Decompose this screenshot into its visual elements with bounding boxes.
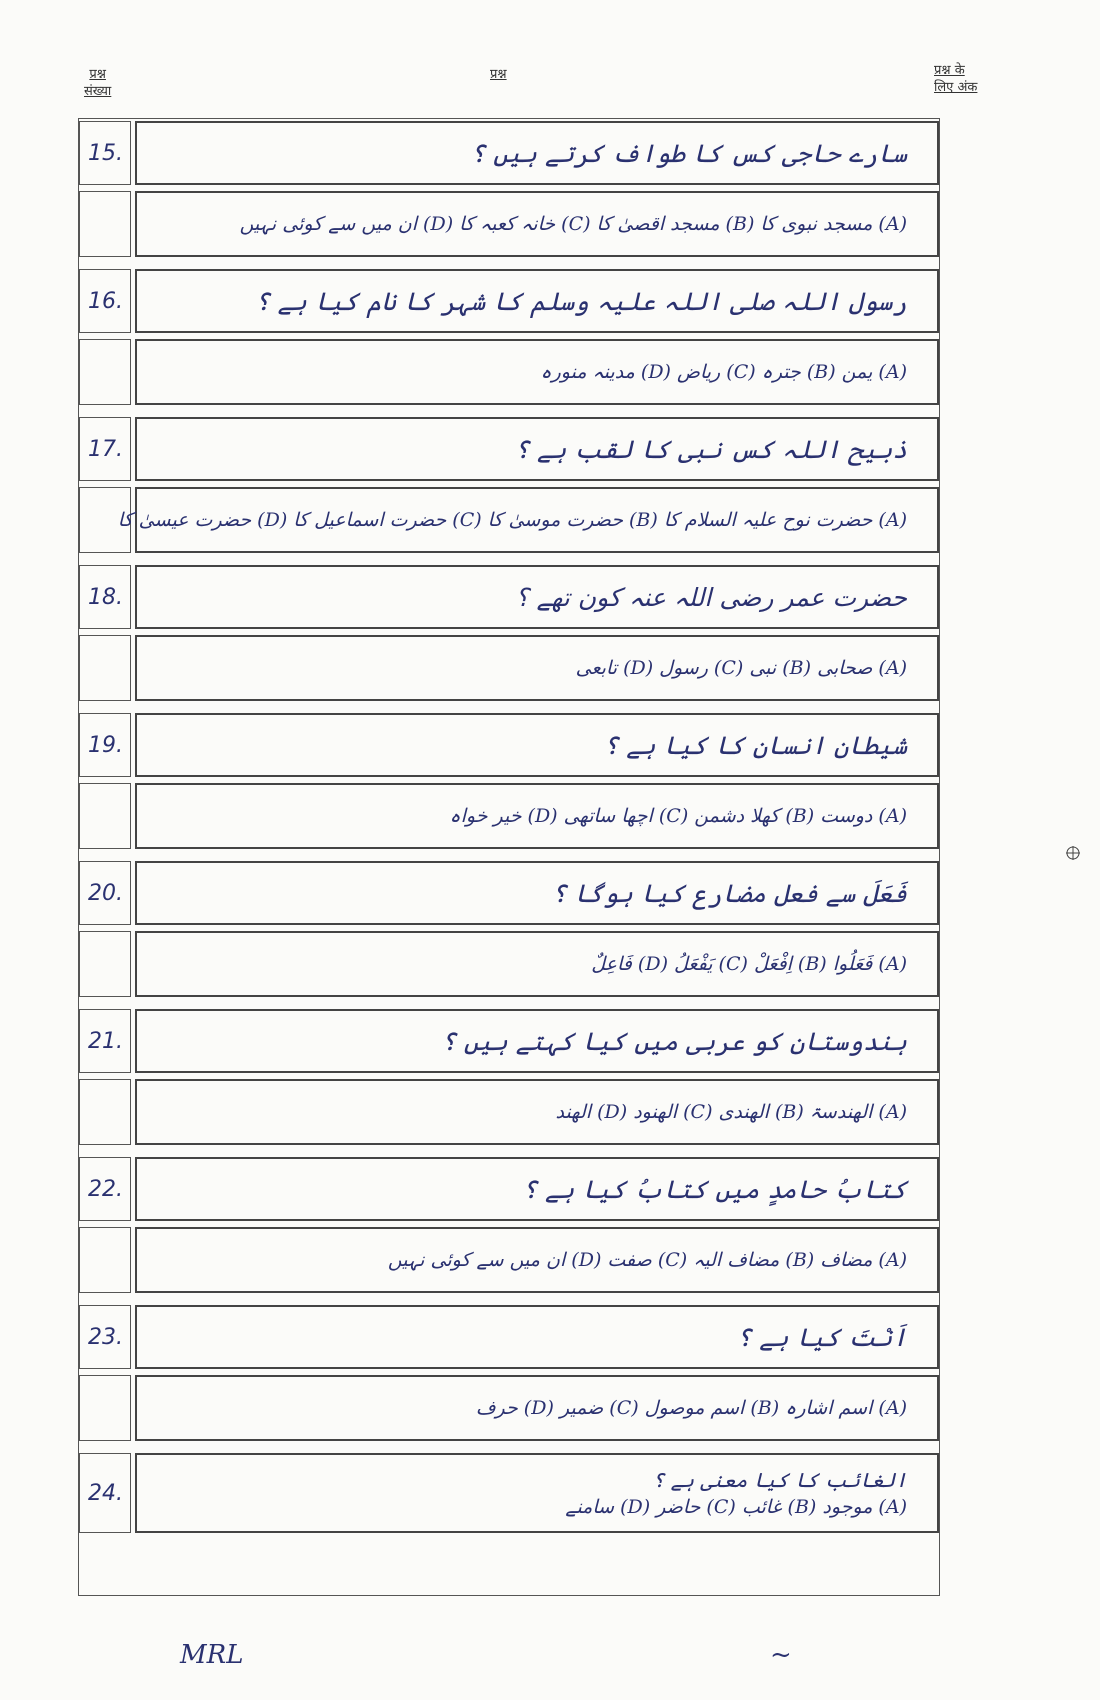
options-cell [135, 931, 939, 997]
question-row [79, 417, 939, 481]
registration-mark-icon [1066, 846, 1080, 860]
question-text: فَعَلَ سے فعل مضارع کیا ہوگا ؟ [551, 878, 907, 908]
options-cell [135, 1079, 939, 1145]
question-number: 20. [79, 861, 131, 925]
question-row [79, 565, 939, 629]
options-cell [135, 635, 939, 701]
header-marks-label: प्रश्न के [934, 63, 965, 78]
options-number-cell [79, 635, 131, 701]
options-row [79, 1375, 939, 1441]
options-number-cell [79, 1227, 131, 1293]
question-table [78, 118, 940, 1596]
question-text: حضرت عمر رضی اللہ عنہ کون تھے ؟ [515, 582, 907, 612]
signature-right: ~ [770, 1640, 792, 1670]
question-row [79, 1009, 939, 1073]
question-row [79, 861, 939, 925]
options-row [79, 931, 939, 997]
question-number: 23. [79, 1305, 131, 1369]
question-row [79, 1305, 939, 1369]
question-text: اَنْتَ کیا ہے ؟ [736, 1322, 907, 1352]
options-text: (A) موجود (B) غائب (C) حاضر (D) سامنے [565, 1496, 907, 1518]
options-cell [135, 339, 939, 405]
signature-left: MRL [180, 1640, 244, 1670]
options-text: (A) صحابی (B) نبی (C) رسول (D) تابعی [575, 657, 907, 679]
options-number-cell [79, 1375, 131, 1441]
options-cell [135, 191, 939, 257]
options-row [79, 191, 939, 257]
header-number-label-2: संख्या [84, 84, 112, 99]
question-number: 15. [79, 121, 131, 185]
question-number: 17. [79, 417, 131, 481]
question-number: 22. [79, 1157, 131, 1221]
header-question-number [84, 66, 111, 100]
question-cell [135, 1305, 939, 1369]
question-row [79, 121, 939, 185]
question-cell [135, 565, 939, 629]
question-number: 18. [79, 565, 131, 629]
options-text: (A) اسم اشارہ (B) اسم موصول (C) ضمیر (D) حرف [475, 1397, 907, 1419]
question-text: شیطان انسان کا کیا ہے ؟ [603, 730, 907, 760]
options-cell [135, 783, 939, 849]
header-marks-label-2: लिए अंक [934, 80, 978, 95]
question-text: رسول اللہ صلی اللہ علیہ وسلم کا شہر کا نام کیا ہے ؟ [254, 286, 907, 316]
header-question [490, 66, 507, 83]
header-number-label: प्रश्न [89, 67, 106, 82]
options-text: (A) حضرت نوح علیہ السلام کا (B) حضرت موسیٰ کا (C) حضرت اسماعیل کا (D) حضرت عیسیٰ کا [117, 509, 907, 531]
question-row [79, 1453, 939, 1533]
question-text: الغائب کا کیا معنی ہے ؟ [652, 1468, 907, 1492]
question-row [79, 269, 939, 333]
options-text: (A) مسجد نبوی کا (B) مسجد اقصیٰ کا (C) خانہ کعبہ کا (D) ان میں سے کوئی نہیں [239, 213, 907, 235]
question-row [79, 1157, 939, 1221]
options-text: (A) الھندسۃ (B) الھندی (C) الھنود (D) الھند [555, 1101, 907, 1123]
question-cell [135, 1157, 939, 1221]
options-row [79, 1079, 939, 1145]
question-number: 24. [79, 1453, 131, 1533]
options-number-cell [79, 1079, 131, 1145]
options-cell [135, 1227, 939, 1293]
options-cell [117, 487, 939, 553]
question-text: ہندوستان کو عربی میں کیا کہتے ہیں ؟ [441, 1026, 907, 1056]
options-cell [135, 1375, 939, 1441]
question-cell [135, 269, 939, 333]
options-text: (A) مضاف (B) مضاف الیہ (C) صفت (D) ان میں سے کوئی نہیں [387, 1249, 907, 1271]
options-text: (A) فَعَلُوا (B) اِفْعَلْ (C) یَفْعَلُ (D) فَاعِلٌ [591, 953, 907, 975]
options-row [79, 1227, 939, 1293]
options-text: (A) یمن (B) جترہ (C) ریاض (D) مدینہ منورہ [540, 361, 907, 383]
options-number-cell [79, 931, 131, 997]
question-text: ذبیح اللہ کس نبی کا لقب ہے ؟ [514, 434, 907, 464]
question-cell [135, 1009, 939, 1073]
options-row [79, 635, 939, 701]
question-number: 21. [79, 1009, 131, 1073]
header-marks [934, 62, 977, 96]
options-number-cell [79, 339, 131, 405]
question-text: کتابُ حامدٍ میں کتابُ کیا ہے ؟ [522, 1174, 907, 1204]
question-cell [135, 1453, 939, 1533]
question-row [79, 713, 939, 777]
options-row [79, 783, 939, 849]
options-row [79, 487, 939, 553]
options-number-cell [79, 191, 131, 257]
question-text: سارے حاجی کس کا طواف کرتے ہیں ؟ [470, 138, 907, 168]
question-number: 16. [79, 269, 131, 333]
question-number: 19. [79, 713, 131, 777]
question-cell [135, 713, 939, 777]
options-row [79, 339, 939, 405]
question-cell [135, 121, 939, 185]
question-cell [135, 861, 939, 925]
options-text: (A) دوست (B) کھلا دشمن (C) اچھا ساتھی (D) خیر خواہ [449, 805, 907, 827]
options-number-cell [79, 783, 131, 849]
header-question-label: प्रश्न [490, 67, 507, 82]
question-cell [135, 417, 939, 481]
